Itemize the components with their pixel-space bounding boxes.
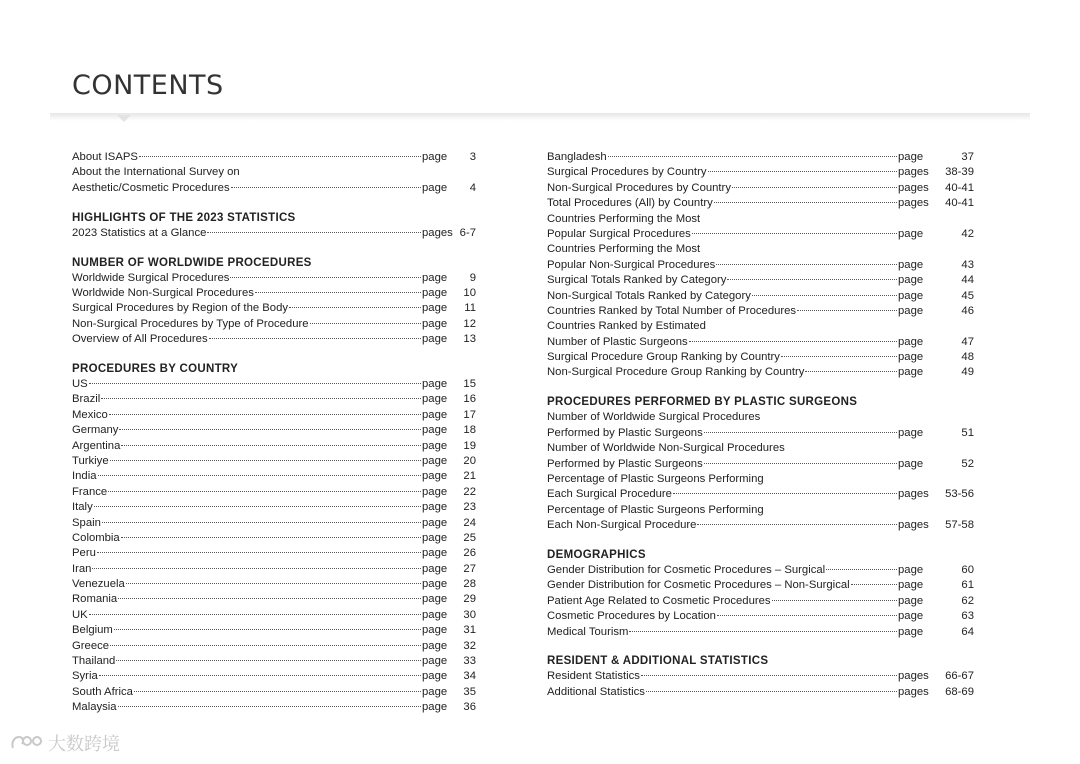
- toc-entry-label: Non-Surgical Procedures by Type of Procedure: [72, 317, 309, 330]
- toc-entry[interactable]: [547, 609, 974, 624]
- toc-entry-label: Patient Age Related to Cosmetic Procedures: [547, 594, 771, 607]
- toc-entry[interactable]: [547, 625, 974, 640]
- logo-icon: [10, 734, 44, 752]
- section-heading: PROCEDURES BY COUNTRY: [72, 363, 239, 376]
- toc-entry-label: Non-Surgical Totals Ranked by Category: [547, 289, 751, 302]
- toc-entry-label: Non-Surgical Procedures by Country: [547, 181, 731, 194]
- page-type-label: pages: [898, 519, 929, 532]
- page-type-label: page: [422, 516, 448, 529]
- page-number: 45: [961, 289, 974, 302]
- toc-entry-line: Countries Ranked by Estimated: [547, 320, 706, 333]
- toc-entry-label: Worldwide Surgical Procedures: [72, 271, 230, 284]
- page-number: 66-67: [945, 670, 974, 683]
- dot-leader: [119, 428, 421, 430]
- page-number: 46: [961, 304, 974, 317]
- page-number: 34: [463, 670, 476, 683]
- toc-entry-label: Belgium: [72, 624, 113, 637]
- page-number: 10: [463, 286, 476, 299]
- toc-entry[interactable]: [547, 350, 974, 365]
- toc-entry[interactable]: [72, 546, 476, 561]
- toc-entry[interactable]: [72, 623, 476, 638]
- dot-leader: [97, 551, 421, 553]
- page-number: 29: [463, 593, 476, 606]
- page-number: 22: [463, 485, 476, 498]
- toc-entry[interactable]: [547, 518, 974, 533]
- page-number: 19: [463, 439, 476, 452]
- page-type-label: page: [898, 351, 924, 364]
- dot-leader: [230, 276, 421, 278]
- toc-entry-label: Resident Statistics: [547, 670, 640, 683]
- dot-leader: [641, 674, 897, 676]
- toc-entry-line: Percentage of Plastic Surgeons Performing: [547, 472, 764, 485]
- page-type-label: page: [422, 501, 448, 514]
- toc-entry[interactable]: [72, 685, 476, 700]
- page-type-label: page: [422, 151, 448, 163]
- dot-leader: [608, 155, 897, 157]
- page-type-label: page: [422, 333, 448, 346]
- page-type-label: page: [898, 304, 924, 317]
- toc-entry-label: France: [72, 485, 108, 498]
- toc-entry[interactable]: [547, 335, 974, 350]
- dot-leader: [714, 201, 897, 203]
- toc-entry[interactable]: [72, 654, 476, 669]
- page-type-label: page: [422, 578, 448, 591]
- page-type-label: page: [422, 286, 448, 299]
- page-type-label: page: [898, 594, 924, 607]
- toc-entry-label: Thailand: [72, 655, 116, 668]
- page-number: 20: [463, 454, 476, 467]
- toc-entry-label: Worldwide Non-Surgical Procedures: [72, 286, 254, 299]
- dot-leader: [255, 291, 421, 293]
- page-type-label: pages: [898, 181, 929, 194]
- dot-leader: [108, 490, 421, 492]
- dot-leader: [99, 674, 421, 676]
- section-heading: HIGHLIGHTS OF THE 2023 STATISTICS: [72, 211, 296, 224]
- page-type-label: page: [422, 547, 448, 560]
- dot-leader: [89, 382, 421, 384]
- page-type-label: page: [422, 485, 448, 498]
- dot-leader: [92, 567, 421, 569]
- dot-leader: [110, 644, 421, 646]
- toc-entry[interactable]: [72, 423, 476, 438]
- page-number: 12: [463, 317, 476, 330]
- page-type-label: page: [898, 579, 924, 592]
- toc-entry-label: Gender Distribution for Cosmetic Procedures – Non-Surgical: [547, 579, 850, 592]
- page-type-label: page: [898, 335, 924, 348]
- page-number: 42: [961, 227, 974, 240]
- page-type-label: page: [422, 408, 448, 421]
- page-type-label: page: [422, 393, 448, 406]
- page-number: 23: [463, 501, 476, 514]
- toc-entry-label: Brazil: [72, 393, 101, 406]
- page-type-label: page: [422, 424, 448, 437]
- dot-leader: [692, 232, 897, 234]
- toc-entry-label: Countries Ranked by Total Number of Procedures: [547, 304, 797, 317]
- toc-entry[interactable]: [547, 487, 974, 502]
- toc-entry[interactable]: [547, 563, 974, 578]
- page-number: 15: [463, 378, 476, 391]
- dot-leader: [697, 523, 897, 525]
- dot-leader: [716, 263, 897, 265]
- page-type-label: page: [898, 625, 924, 638]
- page-type-label: page: [422, 593, 448, 606]
- section-heading: NUMBER OF WORLDWIDE PROCEDURES: [72, 256, 312, 269]
- toc-entry[interactable]: [72, 516, 476, 531]
- section-heading: PROCEDURES PERFORMED BY PLASTIC SURGEONS: [547, 396, 858, 409]
- toc-entry-label: Argentina: [72, 439, 121, 452]
- toc-entry-label: Surgical Procedures by Country: [547, 166, 707, 179]
- page-type-label: page: [422, 454, 448, 467]
- toc-entry-label: Each Non-Surgical Procedure: [547, 519, 697, 532]
- watermark-text: 大数跨境: [48, 734, 120, 755]
- page-type-label: page: [422, 701, 448, 714]
- toc-entry-label: Italy: [72, 501, 93, 514]
- page-type-label: page: [898, 366, 924, 379]
- toc-entry[interactable]: [72, 286, 476, 301]
- toc-entry-label: South Africa: [72, 685, 133, 698]
- toc-entry[interactable]: [72, 669, 476, 684]
- page-number: 11: [464, 302, 476, 315]
- page-type-label: page: [422, 655, 448, 668]
- page-number: 53-56: [945, 488, 974, 501]
- page-number: 24: [463, 516, 476, 529]
- toc-entry-label: Performed by Plastic Surgeons: [547, 426, 703, 439]
- toc-entry-label: Germany: [72, 424, 119, 437]
- toc-entry[interactable]: [72, 150, 476, 165]
- page-number: 44: [961, 274, 974, 287]
- section-gap: [72, 241, 476, 255]
- page-number: 51: [961, 426, 974, 439]
- toc-left-column: [72, 150, 476, 716]
- dot-leader: [772, 599, 897, 601]
- dot-leader: [629, 630, 897, 632]
- section-gap: [547, 533, 974, 547]
- dot-leader: [717, 614, 897, 616]
- dot-leader: [310, 322, 421, 324]
- toc-entry-label: Venezuela: [72, 578, 125, 591]
- dot-leader: [134, 690, 421, 692]
- dot-leader: [209, 337, 421, 339]
- page-number: 64: [961, 625, 974, 638]
- page-type-label: page: [422, 378, 448, 391]
- toc-entry[interactable]: [547, 181, 974, 196]
- page-number: 40-41: [945, 181, 974, 194]
- title-divider: [50, 113, 1030, 121]
- dot-leader: [689, 340, 897, 342]
- toc-entry-label: Total Procedures (All) by Country: [547, 197, 713, 210]
- page-type-label: pages: [898, 488, 929, 501]
- toc-entry-label: Performed by Plastic Surgeons: [547, 457, 703, 470]
- page-type-label: page: [898, 289, 924, 302]
- toc-entry[interactable]: [547, 426, 974, 441]
- page-number: 30: [463, 608, 476, 621]
- page-number: 35: [463, 685, 476, 698]
- page-type-label: page: [898, 151, 924, 163]
- page-number: 18: [463, 424, 476, 437]
- dot-leader: [98, 474, 422, 476]
- page-number: 33: [463, 655, 476, 668]
- page-type-label: page: [898, 610, 924, 623]
- toc-entry[interactable]: [72, 500, 476, 515]
- toc-entry[interactable]: [72, 454, 476, 469]
- toc-entry-line: Countries Performing the Most: [547, 243, 701, 256]
- dot-leader: [94, 505, 421, 507]
- toc-entry-label: About ISAPS: [72, 151, 138, 163]
- dot-leader: [732, 186, 897, 188]
- toc-entry[interactable]: [72, 639, 476, 654]
- page-type-label: pages: [898, 670, 929, 683]
- dot-leader: [114, 628, 421, 630]
- toc-entry-label: Romania: [72, 593, 118, 606]
- page-type-label: page: [422, 181, 448, 194]
- dot-leader: [851, 583, 897, 585]
- page-number: 43: [961, 258, 974, 271]
- page-number: 57-58: [945, 519, 974, 532]
- dot-leader: [826, 568, 897, 570]
- divider-notch: [117, 115, 131, 122]
- page-type-label: page: [422, 639, 448, 652]
- section-heading: DEMOGRAPHICS: [547, 548, 646, 561]
- page-number: 68-69: [945, 685, 974, 698]
- toc-entry-label: Number of Plastic Surgeons: [547, 335, 688, 348]
- dot-leader: [797, 309, 897, 311]
- toc-entry-label: Spain: [72, 516, 101, 529]
- dot-leader: [673, 492, 897, 494]
- page-type-label: pages: [898, 685, 929, 698]
- toc-entry[interactable]: [547, 365, 974, 380]
- page-type-label: page: [422, 608, 448, 621]
- section-gap: [72, 348, 476, 362]
- toc-entry[interactable]: [72, 700, 476, 715]
- page-number: 48: [961, 351, 974, 364]
- page-number: 36: [463, 701, 476, 714]
- toc-entry[interactable]: [72, 592, 476, 607]
- toc-entry-label: Non-Surgical Procedure Group Ranking by Country: [547, 366, 805, 379]
- toc-entry-label: Greece: [72, 639, 110, 652]
- toc-entry-label: Surgical Procedure Group Ranking by Country: [547, 351, 780, 364]
- toc-entry-line: Percentage of Plastic Surgeons Performing: [547, 503, 764, 516]
- toc-entry[interactable]: [72, 408, 476, 423]
- dot-leader: [110, 459, 421, 461]
- toc-entry[interactable]: [72, 317, 476, 332]
- page-number: 3: [469, 151, 476, 163]
- toc-entry[interactable]: [72, 301, 476, 316]
- toc-entry-label: Aesthetic/Cosmetic Procedures: [72, 181, 230, 194]
- dot-leader: [805, 370, 897, 372]
- toc-entry[interactable]: [72, 608, 476, 623]
- page-type-label: page: [422, 562, 448, 575]
- page-title: CONTENTS: [72, 70, 224, 101]
- page-type-label: page: [898, 563, 924, 576]
- toc-entry-label: Colombia: [72, 531, 120, 544]
- toc-entry-label: Overview of All Procedures: [72, 333, 208, 346]
- dot-leader: [139, 155, 421, 157]
- page-type-label: page: [898, 227, 924, 240]
- toc-entry[interactable]: [547, 273, 974, 288]
- page-number: 47: [961, 335, 974, 348]
- page-number: 32: [463, 639, 476, 652]
- section-heading: RESIDENT & ADDITIONAL STATISTICS: [547, 655, 769, 668]
- toc-entry[interactable]: [547, 578, 974, 593]
- page-type-label: page: [898, 274, 924, 287]
- toc-entry[interactable]: [547, 258, 974, 273]
- page-number: 31: [463, 624, 476, 637]
- toc-entry-line: Countries Performing the Most: [547, 212, 701, 225]
- dot-leader: [752, 294, 897, 296]
- section-gap: [72, 196, 476, 210]
- page-number: 17: [463, 408, 476, 421]
- toc-entry-label: Surgical Totals Ranked by Category: [547, 274, 727, 287]
- toc-entry-label: Bangladesh: [547, 151, 607, 163]
- page-number: 49: [961, 366, 974, 379]
- toc-entry[interactable]: [72, 562, 476, 577]
- toc-entry-line: About the International Survey on: [72, 166, 240, 179]
- toc-entry-label: Gender Distribution for Cosmetic Procedures – Surgical: [547, 563, 826, 576]
- dot-leader: [89, 613, 421, 615]
- page-type-label: page: [422, 670, 448, 683]
- page-number: 27: [463, 562, 476, 575]
- dot-leader: [289, 306, 421, 308]
- page-number: 40-41: [945, 197, 974, 210]
- toc-entry-label: Surgical Procedures by Region of the Body: [72, 302, 289, 315]
- dot-leader: [101, 397, 421, 399]
- page-type-label: page: [898, 457, 924, 470]
- toc-entry-label: Turkiye: [72, 454, 109, 467]
- toc-entry[interactable]: [72, 577, 476, 592]
- dot-leader: [727, 278, 897, 280]
- toc-entry-label: Mexico: [72, 408, 108, 421]
- toc-entry[interactable]: [547, 196, 974, 211]
- dot-leader: [207, 231, 421, 233]
- toc-entry[interactable]: [72, 181, 476, 196]
- toc-entry[interactable]: [72, 485, 476, 500]
- page-type-label: page: [422, 439, 448, 452]
- dot-leader: [102, 521, 421, 523]
- page-number: 21: [463, 470, 476, 483]
- page-number: 38-39: [945, 166, 974, 179]
- dot-leader: [126, 582, 421, 584]
- page-number: 13: [463, 333, 476, 346]
- page-type-label: pages: [422, 226, 453, 239]
- page-number: 61: [961, 579, 974, 592]
- toc-entry-label: US: [72, 378, 88, 391]
- page-type-label: page: [422, 271, 448, 284]
- dot-leader: [109, 413, 421, 415]
- page-number: 26: [463, 547, 476, 560]
- dot-leader: [121, 444, 421, 446]
- section-gap: [547, 381, 974, 395]
- page-number: 9: [469, 271, 476, 284]
- page-type-label: page: [422, 302, 448, 315]
- page-number: 62: [961, 594, 974, 607]
- toc-entry[interactable]: [547, 594, 974, 609]
- toc-entry-label: 2023 Statistics at a Glance: [72, 226, 207, 239]
- toc-entry-label: Syria: [72, 670, 98, 683]
- toc-entry[interactable]: [547, 457, 974, 472]
- page-type-label: page: [422, 531, 448, 544]
- toc-entry-label: Cosmetic Procedures by Location: [547, 610, 716, 623]
- toc-entry-label: UK: [72, 608, 88, 621]
- page-number: 25: [463, 531, 476, 544]
- toc-right-column: [547, 150, 974, 700]
- dot-leader: [116, 659, 421, 661]
- toc-entry-label: Popular Non-Surgical Procedures: [547, 258, 716, 271]
- toc-entry[interactable]: [72, 392, 476, 407]
- page-number: 37: [961, 151, 974, 163]
- dot-leader: [646, 690, 897, 692]
- toc-entry[interactable]: [547, 304, 974, 319]
- toc-entry-label: Iran: [72, 562, 92, 575]
- dot-leader: [781, 355, 897, 357]
- page-number: 16: [463, 393, 476, 406]
- page-type-label: page: [898, 258, 924, 271]
- toc-entry[interactable]: [72, 226, 476, 241]
- dot-leader: [708, 170, 898, 172]
- toc-entry[interactable]: [547, 289, 974, 304]
- toc-entry[interactable]: [72, 377, 476, 392]
- toc-entry-label: Each Surgical Procedure: [547, 488, 672, 501]
- dot-leader: [704, 431, 897, 433]
- toc-entry[interactable]: [547, 685, 974, 700]
- toc-entry-label: Popular Surgical Procedures: [547, 227, 691, 240]
- dot-leader: [231, 186, 421, 188]
- dot-leader: [118, 597, 421, 599]
- toc-entry[interactable]: [72, 531, 476, 546]
- toc-entry-line: Number of Worldwide Surgical Procedures: [547, 411, 761, 424]
- watermark: [10, 730, 120, 756]
- page-type-label: page: [422, 317, 448, 330]
- page-number: 6-7: [459, 226, 476, 239]
- dot-leader: [704, 462, 897, 464]
- dot-leader: [121, 536, 421, 538]
- toc-entry-label: Additional Statistics: [547, 685, 645, 698]
- toc-entry[interactable]: [547, 150, 974, 165]
- toc-entry-label: Peru: [72, 547, 96, 560]
- toc-entry[interactable]: [72, 439, 476, 454]
- toc-entry[interactable]: [72, 271, 476, 286]
- toc-entry-label: Medical Tourism: [547, 625, 629, 638]
- toc-entry[interactable]: [72, 332, 476, 347]
- page-type-label: pages: [898, 197, 929, 210]
- page-number: 4: [469, 181, 476, 194]
- toc-entry-line: Number of Worldwide Non-Surgical Procedures: [547, 442, 785, 455]
- page-number: 52: [961, 457, 974, 470]
- toc-entry[interactable]: [547, 165, 974, 180]
- toc-entry[interactable]: [547, 227, 974, 242]
- toc-entry-label: India: [72, 470, 97, 483]
- toc-entry-label: Malaysia: [72, 701, 117, 714]
- toc-entry[interactable]: [547, 669, 974, 684]
- page-type-label: page: [422, 470, 448, 483]
- section-gap: [547, 640, 974, 654]
- page-number: 63: [961, 610, 974, 623]
- dot-leader: [118, 705, 421, 707]
- page-number: 28: [463, 578, 476, 591]
- page-number: 60: [961, 563, 974, 576]
- page-type-label: page: [422, 685, 448, 698]
- page-type-label: page: [898, 426, 924, 439]
- page-type-label: page: [422, 624, 448, 637]
- toc-entry[interactable]: [72, 469, 476, 484]
- page-type-label: pages: [898, 166, 929, 179]
